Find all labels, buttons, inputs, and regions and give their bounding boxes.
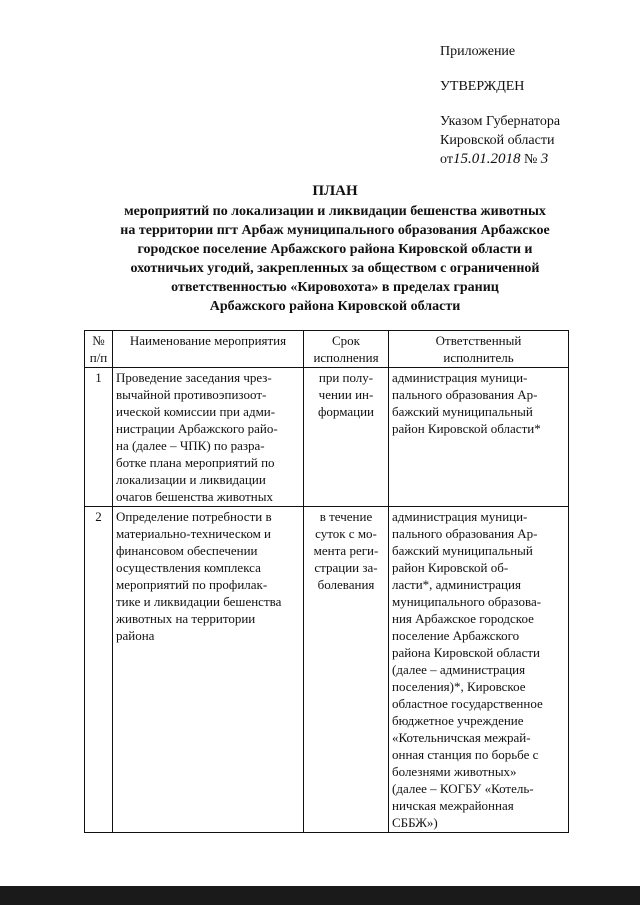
scan-edge-bar <box>0 886 640 905</box>
row-responsible: администрация муници- пального образования Ар- бажский муниципальный район Кировской об- ласти*, администрация муниципального образова- ния Арбажское городское поселение Арбажского района Кировской области (далее – администрация поселения)*, Кировское областное государственное бюджетное учреждение «Котельничская межрай- онная станция по борьбе с болезнями животных» (далее – КОГБУ «Котель- ничская межрайонная СББЖ») <box>389 507 569 833</box>
row-num: 2 <box>85 507 113 833</box>
table-header-row <box>85 331 569 368</box>
header-num: № п/п <box>85 331 113 368</box>
number-prefix: № <box>523 152 538 167</box>
handwritten-number: 3 <box>540 151 549 167</box>
row-name: Определение потребности в материально-техническом и финансовом обеспечении осуществления комплекса мероприятий по профилак- тике и ликвидации бешенства животных на территории района <box>113 507 304 833</box>
row-responsible: администрация муници- пального образования Ар- бажский муниципальный район Кировской области* <box>389 368 569 507</box>
row-term: в течение суток с мо- мента реги- страции за- болевания <box>304 507 389 833</box>
header-responsible: Ответственный исполнитель <box>389 331 569 368</box>
approval-block <box>440 42 630 169</box>
plan-table <box>84 330 569 833</box>
row-term: при полу- чении ин- формации <box>304 368 389 507</box>
row-num: 1 <box>85 368 113 507</box>
title-body: мероприятий по локализации и ликвидации бешенства животных на территории пгт Арбаж муниципального образования Арбажское городское поселение Арбажского района Кировской области и охотничьих угодий, закрепленных за обществом с ограниченной ответственностью «Кировохота» в пределах границ Арбажского района Кировской области <box>120 204 550 314</box>
document-title <box>95 182 575 316</box>
region-label: Кировской области <box>440 133 555 148</box>
appendix-label: Приложение <box>440 44 516 59</box>
date-prefix: от <box>440 152 453 167</box>
table-row <box>85 368 569 507</box>
table-row <box>85 507 569 833</box>
decree-label: Указом Губернатора <box>440 114 561 129</box>
header-term: Срок исполнения <box>304 331 389 368</box>
decree-date-line <box>440 150 630 169</box>
title-heading: ПЛАН <box>312 183 358 199</box>
header-name: Наименование мероприятия <box>113 331 304 368</box>
approved-label: УТВЕРЖДЕН <box>440 79 525 94</box>
row-name: Проведение заседания чрез- вычайной противоэпизоот- ической комиссии при адми- нистрации Арбажского райо- на (далее – ЧПК) по разра- ботке плана мероприятий по локализации и ликвидации очагов бешенства животных <box>113 368 304 507</box>
handwritten-date: 15.01.2018 <box>452 151 521 167</box>
